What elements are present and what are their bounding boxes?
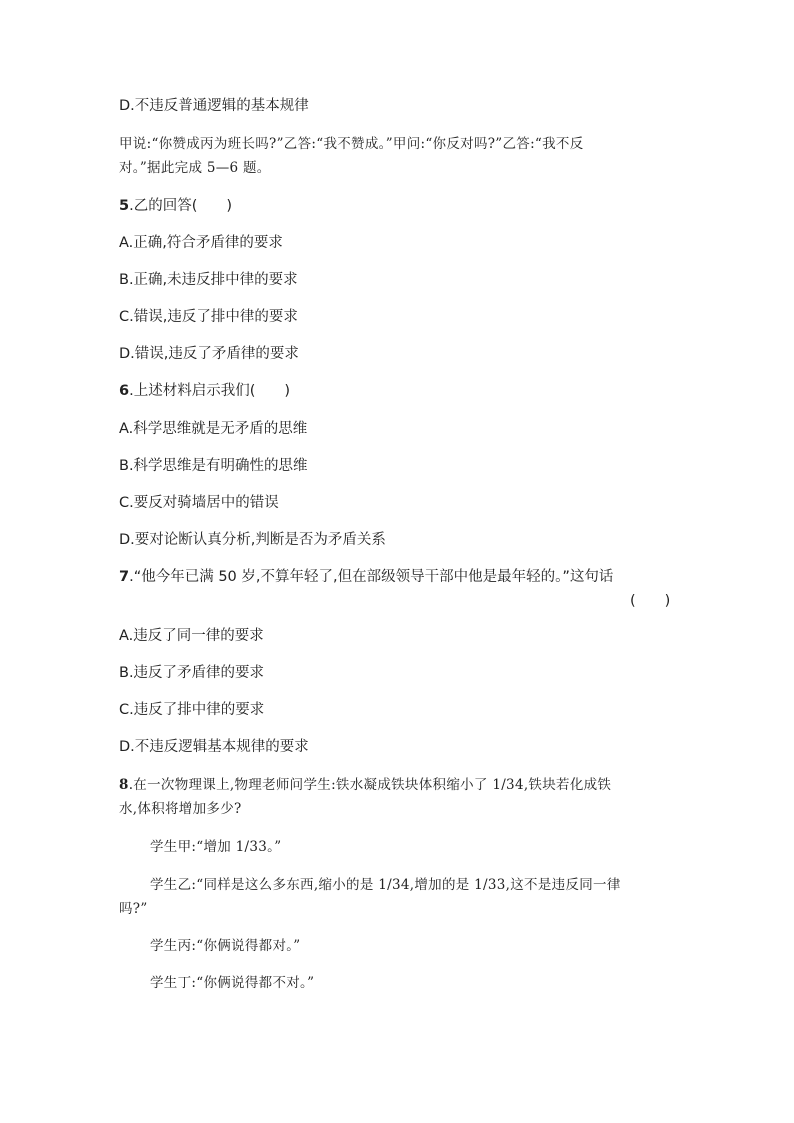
q5-option-d: D.错误,违反了矛盾律的要求	[119, 346, 299, 362]
q7-option-a: A.违反了同一律的要求	[119, 628, 264, 644]
q7-stem-text: .“他今年已满 50 岁,不算年轻了,但在部级领导干部中他是最年轻的。”这句话	[129, 569, 614, 585]
q8-stem-line1	[119, 775, 611, 795]
material-text-line2: 对。”据此完成 5—6 题。	[119, 160, 271, 176]
q8-stem-line2: 水,体积将增加多少?	[119, 801, 242, 817]
q8-student-c: 学生丙:“你俩说得都对。”	[150, 938, 301, 954]
q8-student-b-line2: 吗?”	[119, 901, 148, 917]
q8-number: 8	[119, 777, 129, 793]
q7-option-b: B.违反了矛盾律的要求	[119, 665, 265, 681]
q8-student-d: 学生丁:“你俩说得都不对。”	[150, 975, 315, 991]
q6-option-b: B.科学思维是有明确性的思维	[119, 458, 308, 474]
q8-stem-text: .在一次物理课上,物理老师问学生:铁水凝成铁块体积缩小了 1/34,铁块若化成铁	[128, 777, 612, 793]
q6-stem	[119, 381, 290, 401]
q6-stem-text: .上述材料启示我们( )	[129, 383, 291, 399]
q5-stem-text: .乙的回答( )	[129, 198, 233, 214]
q7-stem	[119, 567, 613, 587]
material-text-line1: 甲说:“你赞成丙为班长吗?”乙答:“我不赞成。”甲问:“你反对吗?”乙答:“我不反	[119, 136, 584, 152]
q4-option-d: D.不违反普通逻辑的基本规律	[119, 98, 309, 114]
q6-option-c: C.要反对骑墙居中的错误	[119, 495, 279, 511]
q5-option-c: C.错误,违反了排中律的要求	[119, 309, 298, 325]
q7-answer-paren: ( )	[630, 593, 671, 609]
q5-number: 5	[119, 198, 130, 214]
q7-option-d: D.不违反逻辑基本规律的要求	[119, 739, 309, 755]
q6-option-a: A.科学思维就是无矛盾的思维	[119, 421, 308, 437]
q5-stem	[119, 196, 232, 216]
q7-option-c: C.违反了排中律的要求	[119, 702, 265, 718]
q5-option-b: B.正确,未违反排中律的要求	[119, 272, 298, 288]
q7-number: 7	[119, 569, 130, 585]
q8-student-a: 学生甲:“增加 1/33。”	[150, 839, 282, 855]
q6-option-d: D.要对论断认真分析,判断是否为矛盾关系	[119, 532, 386, 548]
q8-student-b-line1: 学生乙:“同样是这么多东西,缩小的是 1/34,增加的是 1/33,这不是违反同一律	[150, 877, 621, 893]
q5-option-a: A.正确,符合矛盾律的要求	[119, 235, 283, 251]
q6-number: 6	[119, 383, 130, 399]
